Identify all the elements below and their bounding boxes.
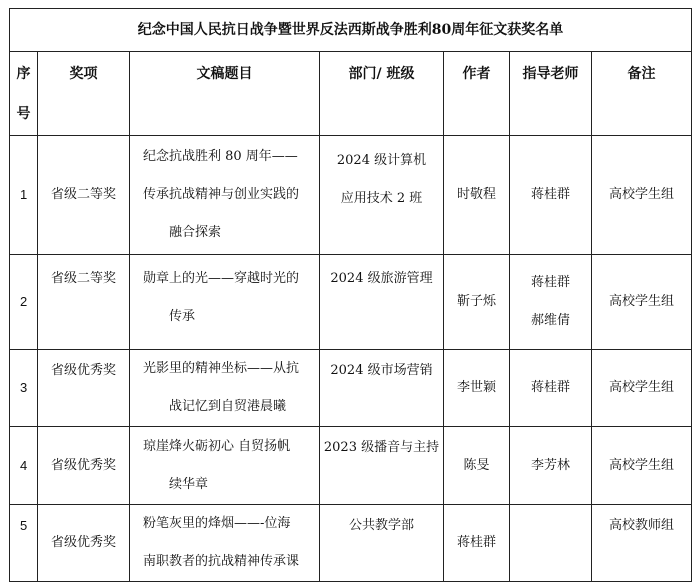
advisor-line: 郝维倩 [530, 313, 570, 328]
table-row [10, 136, 692, 255]
header-essay-title: 文稿题目 [130, 52, 320, 136]
essay-title-line: 战记忆到自贸港晨曦 [169, 399, 287, 414]
author-cell: 靳子烁 [444, 255, 510, 350]
award-cell: 省级二等奖 [38, 136, 130, 255]
award-cell [38, 350, 130, 427]
remark-cell: 高校学生组 [592, 136, 692, 255]
essay-title-line: 融合探索 [169, 225, 222, 240]
award-cell [38, 255, 130, 350]
header-author: 作者 [444, 52, 510, 136]
dept-line: 2024 级旅游管理 [330, 271, 433, 286]
header-dept: 部门/ 班级 [320, 52, 444, 136]
header-no-line2: 号 [16, 106, 31, 122]
advisor-cell [510, 350, 592, 427]
author-cell: 时敬程 [444, 136, 510, 255]
remark-cell: 高校学生组 [592, 255, 692, 350]
table-title: 纪念中国人民抗日战争暨世界反法西斯战争胜利80周年征文获奖名单 [10, 9, 692, 52]
advisor-cell [510, 255, 592, 350]
table-row [10, 427, 692, 505]
advisor-cell [510, 427, 592, 505]
remark-cell: 高校学生组 [592, 427, 692, 505]
advisor-line: 蒋桂群 [530, 187, 570, 202]
table-row [10, 350, 692, 427]
dept-line: 公共教学部 [348, 518, 414, 533]
essay-title-line: 续华章 [169, 476, 209, 492]
dept-line: 2024 级市场营销 [330, 363, 433, 378]
award-text: 省级二等奖 [50, 271, 116, 286]
advisor-line: 李芳林 [530, 457, 570, 473]
essay-title-cell [130, 427, 320, 505]
advisor-line: 蒋桂群 [530, 380, 570, 395]
advisor-cell [510, 505, 592, 582]
essay-title-line: 传承 [169, 309, 196, 324]
dept-cell [320, 255, 444, 350]
essay-title-line: 琼崖烽火砺初心 自贸扬帆 [143, 438, 291, 454]
dept-line: 应用技术 2 班 [340, 191, 423, 206]
row-number: 1 [10, 136, 38, 255]
remark-cell: 高校学生组 [592, 350, 692, 427]
award-list-table [9, 8, 692, 582]
header-no [10, 52, 38, 136]
award-cell: 省级优秀奖 [38, 427, 130, 505]
author-cell: 蒋桂群 [444, 505, 510, 582]
award-cell: 省级优秀奖 [38, 505, 130, 582]
essay-title-line: 勋章上的光——穿越时光的 [143, 271, 300, 286]
row-number [10, 505, 38, 582]
essay-title-cell [130, 136, 320, 255]
essay-title-line: 光影里的精神坐标——从抗 [143, 361, 300, 376]
dept-cell [320, 136, 444, 255]
author-cell: 李世颖 [444, 350, 510, 427]
essay-title-cell [130, 255, 320, 350]
dept-cell [320, 350, 444, 427]
essay-title-cell [130, 350, 320, 427]
row-number-text: 5 [20, 518, 28, 533]
essay-title-line: 粉笔灰里的烽烟——-位海 [143, 516, 291, 531]
advisor-line: 蒋桂群 [530, 275, 570, 290]
advisor-cell [510, 136, 592, 255]
dept-cell [320, 427, 444, 505]
table-row [10, 255, 692, 350]
essay-title-cell [130, 505, 320, 582]
header-award: 奖项 [38, 52, 130, 136]
remark-cell [592, 505, 692, 582]
dept-line: 2024 级计算机 [336, 153, 427, 168]
essay-title-line: 南职教者的抗战精神传承课 [143, 554, 300, 569]
author-cell: 陈旻 [444, 427, 510, 505]
row-number: 4 [10, 427, 38, 505]
table-row [10, 505, 692, 582]
row-number: 3 [10, 350, 38, 427]
row-number: 2 [10, 255, 38, 350]
remark-text: 高校教师组 [609, 518, 675, 533]
essay-title-line: 传承抗战精神与创业实践的 [143, 187, 300, 202]
header-advisor: 指导老师 [510, 52, 592, 136]
dept-line: 2023 级播音与主持 [323, 440, 440, 455]
award-text: 省级优秀奖 [50, 363, 116, 378]
header-no-line1: 序 [16, 66, 31, 82]
header-remark: 备注 [592, 52, 692, 136]
essay-title-line: 纪念抗战胜利 80 周年—— [143, 149, 298, 164]
dept-cell [320, 505, 444, 582]
